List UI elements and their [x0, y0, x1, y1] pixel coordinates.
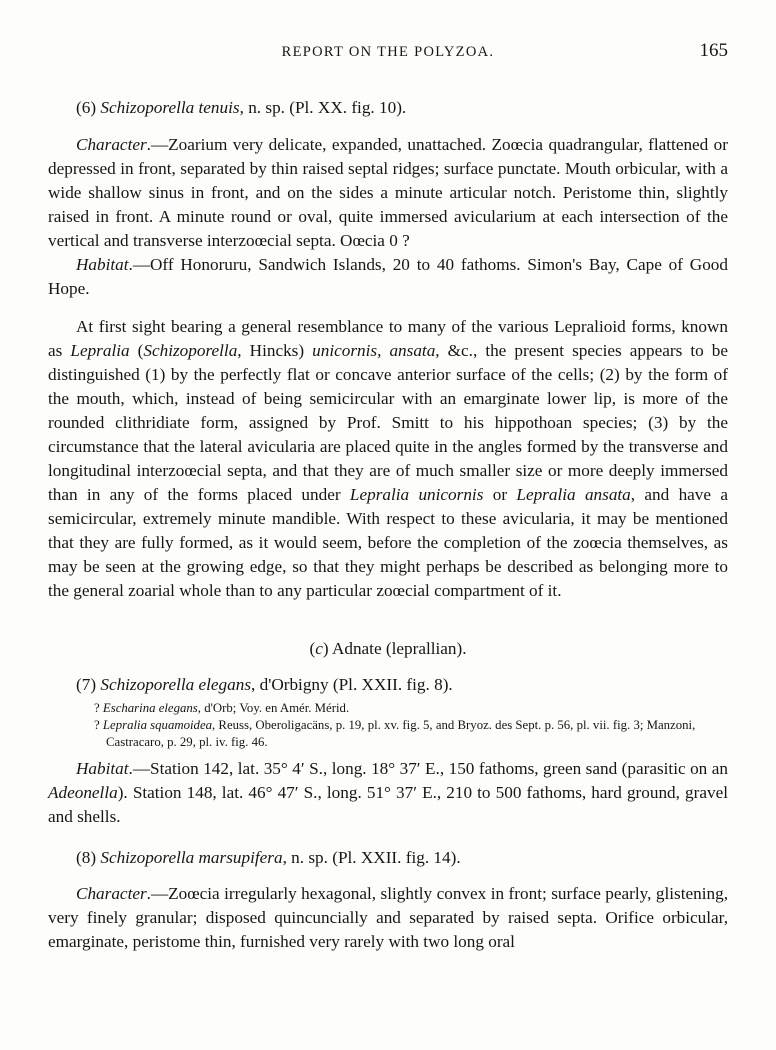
species-8-heading: (8) Schizoporella marsupifera, n. sp. (Pl. XXII. fig. 14). — [76, 848, 461, 867]
habitat-label: Habitat — [76, 759, 129, 778]
species-6-character: Character.—Zoarium very delicate, expanded, unattached. Zoœcia quadrangular, flattened or depressed in front, separated by thin raised septal ridges; surface punctate. Mouth orbicular, with a wide shallow sinus in front, and on the sides a minute articular notch. Peristome thin, slightly raised in front. A minute round or oval, quite immersed avicularium at each intersection of the vertical and transverse interzoœcial septa. Oœcia 0 ? — [48, 135, 728, 250]
page-number: 165 — [699, 40, 728, 61]
species-7-heading: (7) Schizoporella elegans, d'Orbigny (Pl. XXII. fig. 8). — [76, 675, 453, 694]
character-label: Character — [76, 135, 147, 154]
character-label: Character — [76, 884, 147, 903]
section-letter: c — [315, 639, 323, 658]
species-7-name: Schizoporella elegans — [100, 675, 252, 694]
species-7-habitat: Habitat.—Station 142, lat. 35° 4′ S., long. 18° 37′ E., 150 fathoms, green sand (parasitic on an Adeonella). Station 148, lat. 46° 47′ S., long. 51° 37′ E., 210 to 500 fathoms, hard ground, gravel and shells. — [48, 759, 728, 826]
synonym-2: ? Lepralia squamoidea, Reuss, Oberoligacäns, p. 19, pl. xv. fig. 5, and Bryoz. des Sept. p. 56, pl. vii. fig. 3; Manzoni, Castracaro, p. 29, pl. iv. fig. 46. — [94, 718, 696, 749]
species-8-name: Schizoporella marsupifera — [100, 848, 283, 867]
page — [48, 40, 728, 954]
species-6-heading: (6) Schizoporella tenuis, n. sp. (Pl. XX. fig. 10). — [76, 98, 407, 117]
synonymy-list — [94, 700, 728, 751]
page-header — [48, 40, 728, 70]
section-c-heading: (c) Adnate (leprallian). — [309, 639, 467, 658]
running-title: REPORT ON THE POLYZOA. — [281, 44, 495, 60]
habitat-label: Habitat — [76, 255, 129, 274]
species-6-name: Schizoporella tenuis — [100, 98, 240, 117]
species-6-habitat: Habitat.—Off Honoruru, Sandwich Islands, 20 to 40 fathoms. Simon's Bay, Cape of Good Hope. — [48, 255, 728, 298]
discussion-paragraph: At first sight bearing a general resemblance to many of the various Lepralioid forms, known as Lepralia (Schizoporella, Hincks) unicornis, ansata, &c., the present species appears to be distinguished (1) by the perfectly flat or concave anterior surface of the cells; (2) by the form of the mouth, which, instead of being semicircular with an emarginate lower lip, is more of the rounded clithridiate form, assigned by Prof. Smitt to his hippothoan species; (3) by the circumstance that the lateral avicularia are placed quite in the angles formed by the transverse and longitudinal interzoœcial septa, and that they are of much smaller size or more deeply immersed than in any of the forms placed under Lepralia unicornis or Lepralia ansata, and have a semicircular, extremely minute mandible. With respect to these avicularia, it may be mentioned that they are fully formed, as it would seem, before the completion of the zoœcia themselves, as may be seen at the growing edge, so that they might perhaps be described as belonging more to the general zoarial whole than to any particular zoœcial compartment of it. — [48, 317, 728, 600]
species-8-character: Character.—Zoœcia irregularly hexagonal, slightly convex in front; surface pearly, glistening, very finely granular; disposed quincuncially and separated by raised septa. Orifice orbicular, emarginate, peristome thin, furnished very rarely with two long oral — [48, 884, 728, 951]
synonym-1: ? Escharina elegans, d'Orb; Voy. en Amér. Mérid. — [94, 701, 350, 715]
